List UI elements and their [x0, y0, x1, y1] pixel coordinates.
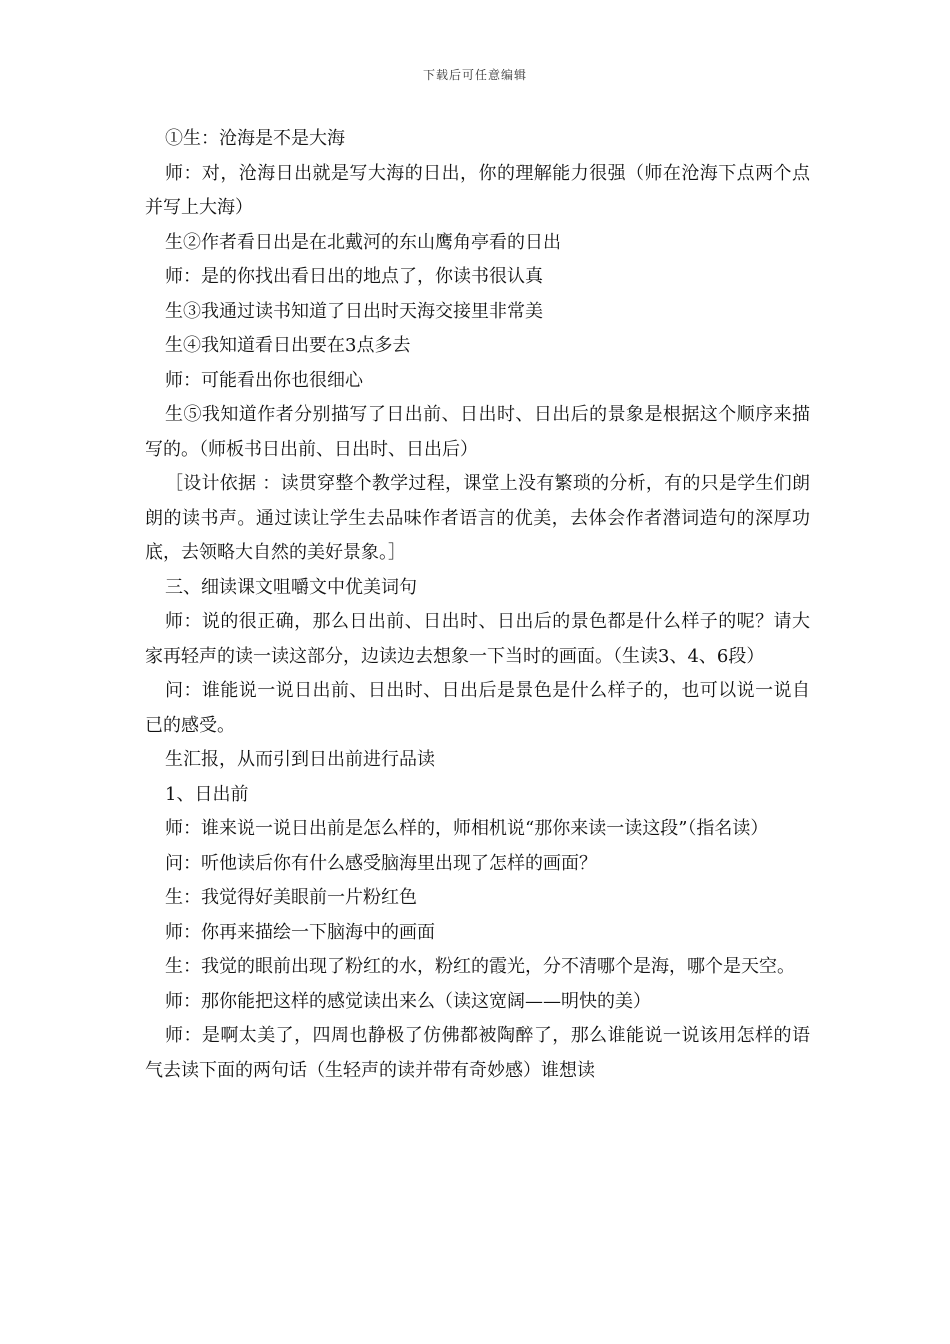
paragraph: 问：谁能说一说日出前、日出时、日出后是景色是什么样子的，也可以说一说自已的感受。: [145, 680, 810, 736]
paragraph: 生④我知道看日出要在3点多去: [165, 335, 411, 356]
paragraph: 生：我觉的眼前出现了粉红的水，粉红的霞光，分不清哪个是海，哪个是天空。: [165, 956, 795, 977]
paragraph: ①生：沧海是不是大海: [165, 128, 345, 149]
paragraph: 生：我觉得好美眼前一片粉红色: [165, 887, 417, 908]
paragraph: ［设计依据 ：读贯穿整个教学过程，课堂上没有繁琐的分析，有的只是学生们朗朗的读书声。通过读让学生去品味作者语言的优美，去体会作者潜词造句的深厚功底，去领略大自然的美好景象。］: [145, 473, 810, 563]
paragraph: 生⑤我知道作者分别描写了日出前、日出时、日出后的景象是根据这个顺序来描写的。（师板书日出前、日出时、日出后）: [145, 404, 810, 460]
paragraph: 生②作者看日出是在北戴河的东山鹰角亭看的日出: [165, 231, 561, 253]
subsection-heading: 1、日出前: [165, 783, 249, 805]
paragraph: 师：可能看出你也很细心: [165, 369, 363, 391]
page-header: 下载后可任意编辑: [422, 68, 527, 82]
paragraph: 师：是啊太美了，四周也静极了仿佛都被陶醉了，那么谁能说一说该用怎样的语气去读下面的两句话（生轻声的读并带有奇妙感）谁想读: [145, 1025, 810, 1081]
paragraph: 生汇报，从而引到日出前进行品读: [165, 749, 435, 770]
paragraph: 师：是的你找出看日出的地点了，你读书很认真: [165, 266, 543, 287]
paragraph: 师：你再来描绘一下脑海中的画面: [165, 921, 435, 943]
paragraph: 师：说的很正确，那么日出前、日出时、日出后的景色都是什么样子的呢？请大家再轻声的读一读这部分，边读边去想象一下当时的画面。（生读3、4、6段）: [145, 611, 810, 667]
paragraph: 师：那你能把这样的感觉读出来么（读这宽阔——明快的美）: [165, 990, 651, 1012]
paragraph: 师：对，沧海日出就是写大海的日出，你的理解能力很强（师在沧海下点两个点并写上大海）: [145, 162, 810, 218]
document-body: [145, 122, 810, 1088]
paragraph: 问：听他读后你有什么感受脑海里出现了怎样的画面？: [165, 852, 597, 874]
paragraph: 师：谁来说一说日出前是怎么样的，师相机说“那你来读一读这段”（指名读）: [165, 818, 769, 839]
paragraph: 生③我通过读书知道了日出时天海交接里非常美: [165, 300, 543, 322]
section-heading: 三、细读课文咀嚼文中优美词句: [165, 576, 417, 598]
